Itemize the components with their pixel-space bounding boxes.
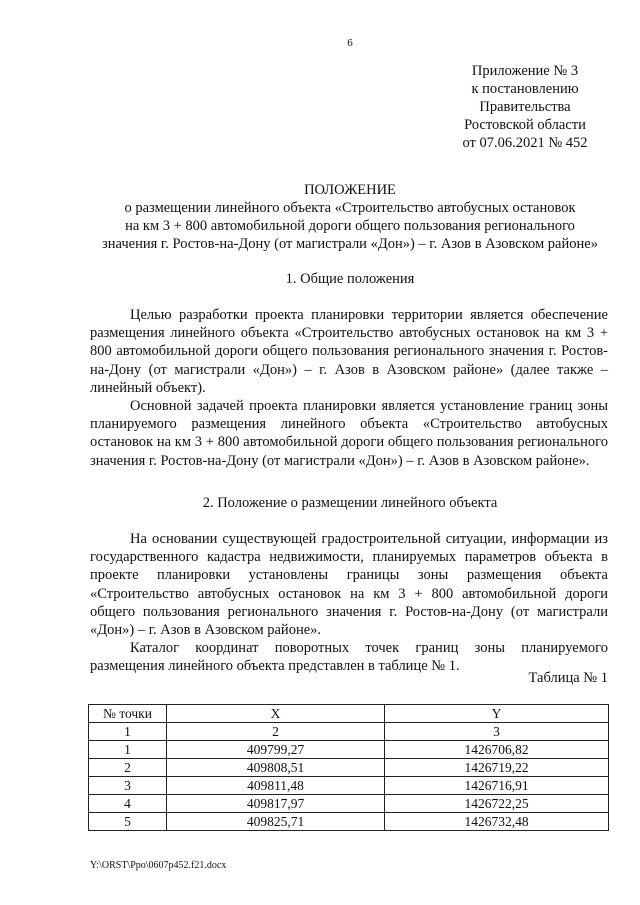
paragraph: Основной задачей проекта планировки является установление границ зоны планируемого размещения линейного объекта «Строительство автобусных остановок на км 3 + 800 автомобильной дороги общего пользования регионального значения г. Ростов-на-Дону (от магистрали «Дон») – г. Азов в Азовском районе».	[90, 398, 608, 469]
title-line: о размещении линейного объекта «Строительство автобусных остановок	[124, 200, 576, 216]
table-cell: 1426716,91	[385, 777, 609, 795]
appendix-line: от 07.06.2021 № 452	[462, 135, 588, 151]
title-line: значения г. Ростов-на-Дону (от магистрали «Дон») – г. Азов в Азовском районе»	[102, 236, 598, 252]
table-cell: 3	[385, 723, 609, 741]
table-cell: 1426732,48	[385, 813, 609, 831]
table-cell: 2	[167, 723, 385, 741]
section-2-heading: 2. Положение о размещении линейного объекта	[202, 495, 498, 511]
column-number-row	[89, 723, 609, 741]
table-row	[89, 813, 609, 831]
appendix-block	[440, 62, 610, 152]
document-title	[60, 181, 640, 253]
section-1-heading: 1. Общие положения	[285, 271, 415, 287]
table-caption: Таблица № 1	[528, 670, 608, 686]
paragraph: Целью разработки проекта планировки территории является обеспечение размещения линейного объекта «Строительство автобусных остановок на км 3 + 800 автомобильной дороги общего пользования регионального значения г. Ростов-на-Дону (от магистрали «Дон») – г. Азов в Азовском районе» (далее также – линейный объект).	[90, 307, 608, 396]
table-cell: 1	[89, 741, 167, 759]
appendix-line: к постановлению	[471, 81, 579, 97]
appendix-line: Приложение № 3	[471, 63, 579, 79]
table-cell: 409808,51	[167, 759, 385, 777]
table-cell: 1426706,82	[385, 741, 609, 759]
table-header-row	[89, 705, 609, 723]
section-2-body	[90, 530, 608, 676]
paragraph: Каталог координат поворотных точек границ зоны планируемого размещения линейного объекта представлен в таблице № 1.	[90, 640, 608, 675]
table-cell: 1426719,22	[385, 759, 609, 777]
table-cell: 409799,27	[167, 741, 385, 759]
table-row	[89, 741, 609, 759]
page-number: 6	[347, 37, 353, 49]
table-cell: 409825,71	[167, 813, 385, 831]
table-cell: 2	[89, 759, 167, 777]
table-cell: 3	[89, 777, 167, 795]
table-cell: 409817,97	[167, 795, 385, 813]
section-1-body	[90, 306, 608, 470]
table-row	[89, 759, 609, 777]
paragraph: На основании существующей градостроительной ситуации, информации из государственного кадастра недвижимости, планируемых параметров объекта в проекте планировки установлены границы зоны размещения объекта «Строительство автобусных остановок на км 3 + 800 автомобильной дороги общего пользования регионального значения г. Ростов-на-Дону (от магистрали «Дон») – г. Азов в Азовском районе».	[90, 531, 608, 639]
table-cell: 1	[89, 723, 167, 741]
table-cell: 4	[89, 795, 167, 813]
coordinates-table	[88, 704, 609, 831]
header-cell: Y	[385, 705, 609, 723]
table-row	[89, 795, 609, 813]
table-cell: 409811,48	[167, 777, 385, 795]
table-row	[89, 777, 609, 795]
header-cell: X	[167, 705, 385, 723]
title-heading: ПОЛОЖЕНИЕ	[304, 182, 396, 198]
table-cell: 1426722,25	[385, 795, 609, 813]
header-cell: № точки	[89, 705, 167, 723]
appendix-line: Правительства	[479, 99, 571, 115]
title-line: на км 3 + 800 автомобильной дороги общего пользования регионального	[125, 218, 575, 234]
file-path-footer: Y:\ORST\Ppo\0607p452.f21.docx	[90, 860, 227, 871]
appendix-line: Ростовской области	[464, 117, 586, 133]
table-cell: 5	[89, 813, 167, 831]
